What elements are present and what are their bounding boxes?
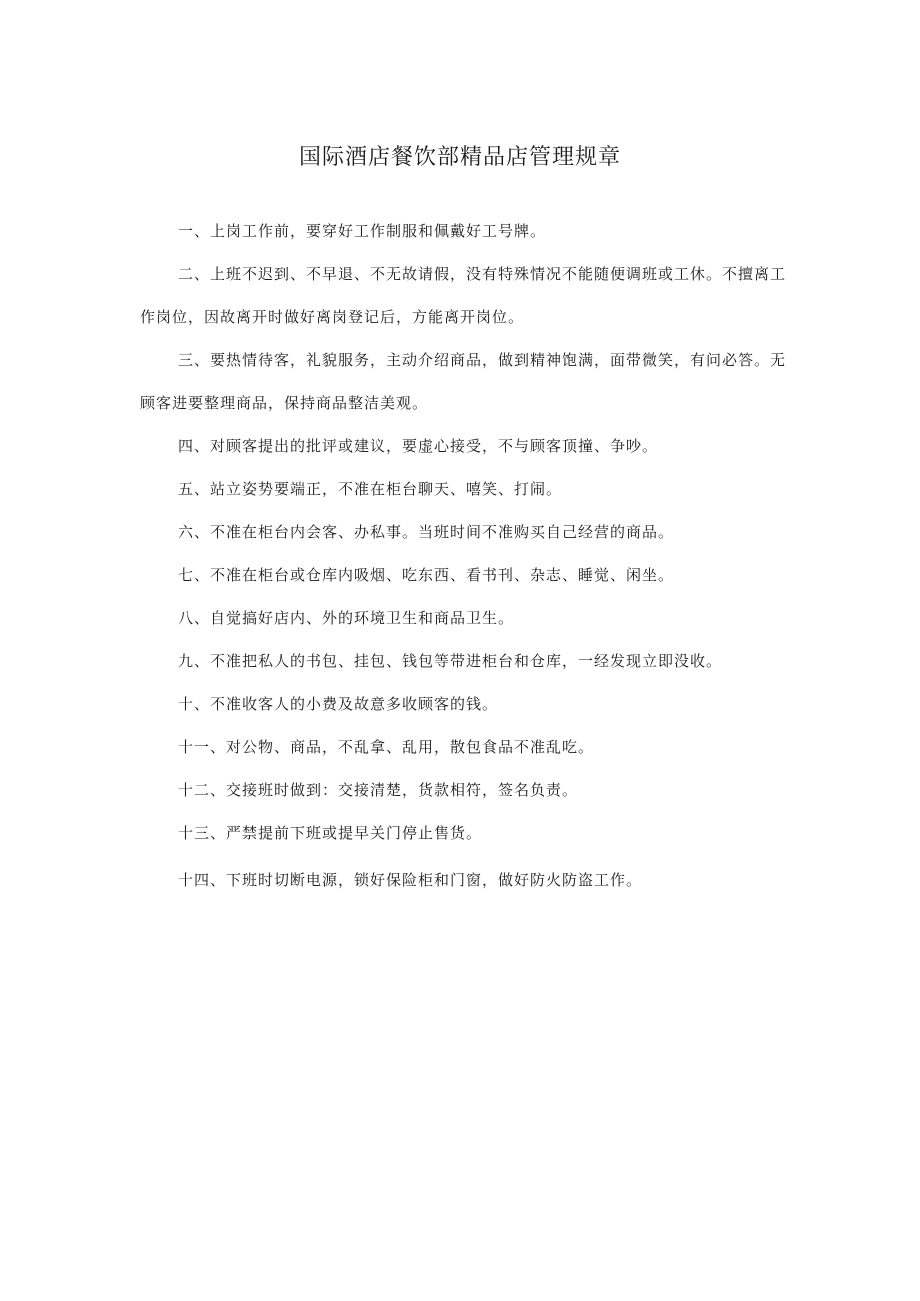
rule-item-14: 十四、下班时切断电源，锁好保险柜和门窗，做好防火防盗工作。 xyxy=(178,871,643,889)
rule-item-8: 八、自觉搞好店内、外的环境卫生和商品卫生。 xyxy=(178,609,515,627)
document-title: 国际酒店餐饮部精品店管理规章 xyxy=(298,145,621,170)
rule-item-3: 三、要热情待客，礼貌服务，主动介绍商品，做到精神饱满，面带微笑，有问必答。无顾客进要整理商品，保持商品整洁美观。 xyxy=(140,351,787,412)
rule-item-7: 七、不准在柜台或仓库内吸烟、吃东西、看书刊、杂志、睡觉、闲坐。 xyxy=(178,566,675,584)
rule-item-6: 六、不准在柜台内会客、办私事。当班时间不准购买自己经营的商品。 xyxy=(178,523,675,541)
rule-item-10: 十、不准收客人的小费及故意多收顾客的钱。 xyxy=(178,695,499,713)
rule-item-13: 十三、严禁提前下班或提早关门停止售货。 xyxy=(178,824,483,842)
rules-list xyxy=(140,210,790,902)
rule-item-11: 十一、对公物、商品，不乱拿、乱用，散包食品不准乱吃。 xyxy=(178,738,595,756)
rule-item-12: 十二、交接班时做到：交接清楚，货款相符，签名负责。 xyxy=(178,781,579,799)
rule-item-2: 二、上班不迟到、不早退、不无故请假，没有特殊情况不能随便调班或工休。不擅离工作岗位，因故离开时做好离岗登记后，方能离开岗位。 xyxy=(140,265,787,326)
rule-item-4: 四、对顾客提出的批评或建议，要虚心接受，不与顾客顶撞、争吵。 xyxy=(178,437,659,455)
rule-item-9: 九、不准把私人的书包、挂包、钱包等带进柜台和仓库，一经发现立即没收。 xyxy=(178,652,723,670)
rule-item-1: 一、上岗工作前，要穿好工作制服和佩戴好工号牌。 xyxy=(178,222,547,240)
rule-item-5: 五、站立姿势要端正，不准在柜台聊天、嘻笑、打闹。 xyxy=(178,480,563,498)
